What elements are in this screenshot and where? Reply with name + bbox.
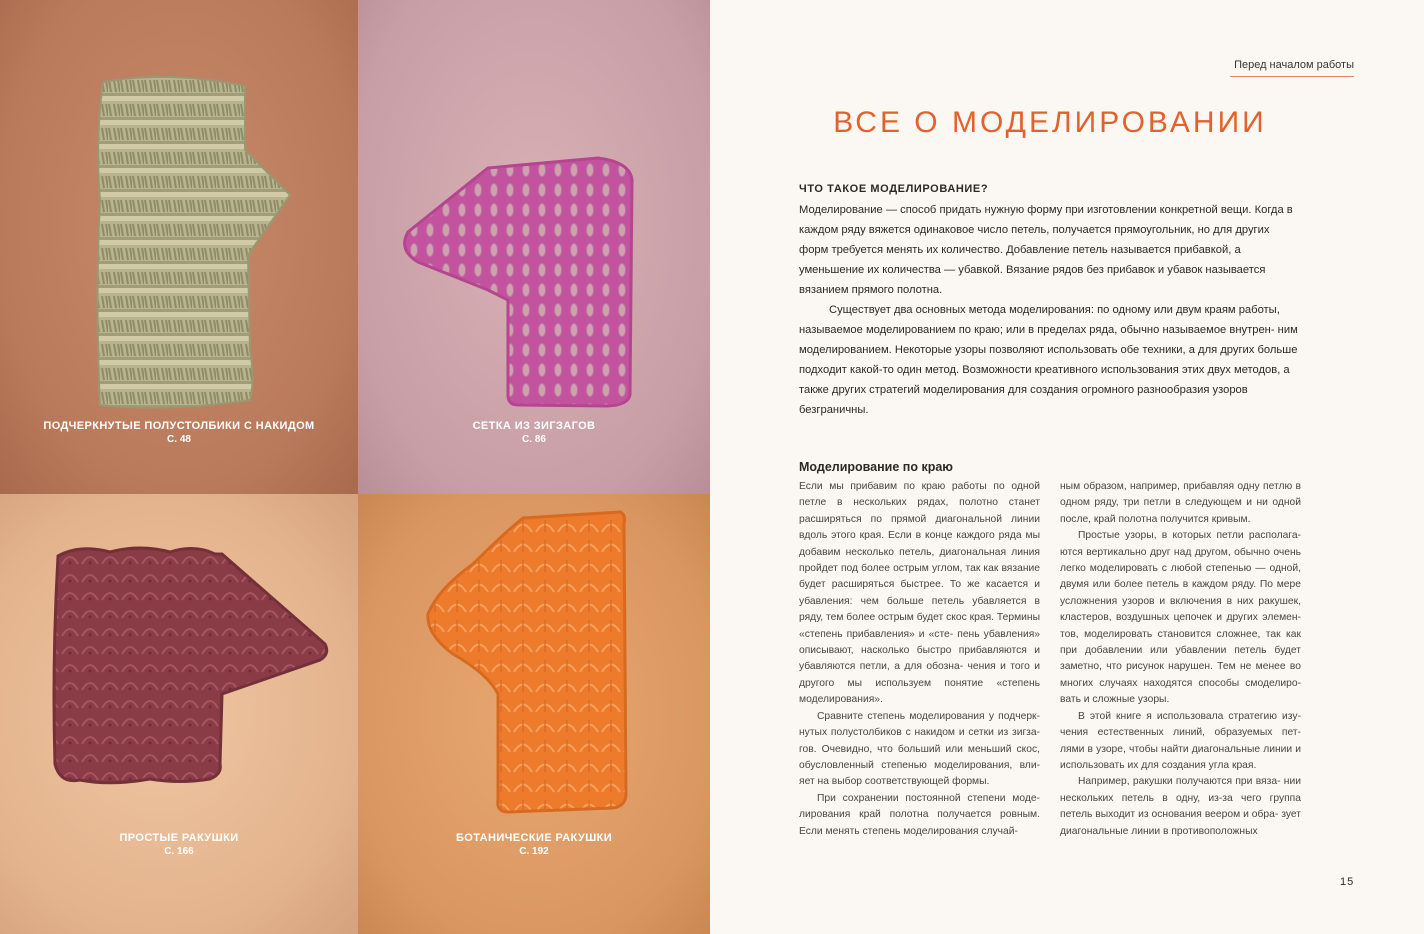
intro-text xyxy=(799,200,1299,420)
caption-title: СЕТКА ИЗ ЗИГЗАГОВ xyxy=(472,420,596,432)
caption-page: С. 86 xyxy=(522,434,546,445)
photo-underlined-hdc xyxy=(0,0,358,494)
photo-botanical-shells xyxy=(358,494,710,934)
photo-zigzag-mesh xyxy=(358,0,710,494)
body-paragraph: Сравните степень моделирования у подчерк- нутых полустолбиков с накидом и сетки из зигза- гов. Очевидно, что больший или меньший скос, обусловленный степенью моделирования, вли- яет на выбор соответствующей формы. xyxy=(799,710,1040,788)
body-paragraph: ным образом, например, прибавляя одну петлю в одном ряду, три петли в следующем и ни одной после, край полотна получится кривым. xyxy=(1060,481,1301,525)
caption-zigzag-mesh xyxy=(358,420,710,445)
intro-paragraph: Моделирование — способ придать нужную форму при изготовлении конкретной вещи. Когда в каждом ряду вяжется одинаковое число петель, получается прямоугольник, но для других форм требуется менять их количество. Добавление петель называется прибавкой, а уменьшение их количества — убавкой. Вязание рядов без прибавок и убавок называется вязанием прямого полотна. xyxy=(799,204,1293,296)
header-rule xyxy=(1230,76,1354,77)
caption-botanical-shells xyxy=(358,832,710,857)
question-heading: ЧТО ТАКОЕ МОДЕЛИРОВАНИЕ? xyxy=(799,183,989,195)
photo-page xyxy=(0,0,710,934)
text-column-left xyxy=(799,479,1040,840)
caption-underlined-hdc xyxy=(0,420,358,445)
text-page xyxy=(710,0,1424,934)
running-header: Перед началом работы xyxy=(1234,59,1354,71)
swatch-plum-image xyxy=(0,494,358,934)
caption-title: БОТАНИЧЕСКИЕ РАКУШКИ xyxy=(455,832,613,844)
swatch-orange-image xyxy=(358,494,710,934)
body-paragraph: Простые узоры, в которых петли располага- ются вертикально друг над другом, обычно очень легко моделировать с любой степенью — одной, двумя или более петель в каждом ряду. По мере усложнения узоров и включения в них ракушек, кластеров, воздушных цепочек и других элемен- тов, моделировать становится сложнее, так как при добавлении или убавлении петель будет заметно, что рисунок нарушен. Тем не менее во многих случаях находятся способы смоделиро- вать и сложные узоры. xyxy=(1060,530,1301,706)
body-paragraph: Например, ракушки получаются при вяза- нии нескольких петель в одну, из-за чего группа петель выходит из основания веером и обра- зует диагональные линии в противоположных xyxy=(1060,776,1301,837)
body-paragraph: В этой книге я использовала стратегию изу- чения естественных линий, образуемых пет- лями в узоре, чтобы найти диагональные линии и использовать их для создания угла края. xyxy=(1060,710,1301,771)
page-title: ВСЕ О МОДЕЛИРОВАНИИ xyxy=(833,106,1267,140)
subsection-heading: Моделирование по краю xyxy=(799,460,953,474)
caption-page: С. 48 xyxy=(167,434,191,445)
intro-paragraph: Существует два основных метода моделирования: по одному или двум краям работы, называемое моделированием по краю; или в пределах ряда, обычно называемое внутрен- ним моделированием. Некоторые узоры позволяют использовать обе техники, а для других больше подходит какой-то один метод. Возможности креативного использования этих двух методов, а также других стратегий моделирования для создания огромного разнообразия узоров безграничны. xyxy=(799,304,1298,416)
text-column-right xyxy=(1060,479,1301,840)
caption-title: ПРОСТЫЕ РАКУШКИ xyxy=(119,832,239,844)
body-paragraph: Если мы прибавим по краю работы по одной петле в нескольких рядах, полотно станет расширяться по прямой диагональной линии вдоль этого края. Если в конце каждого ряда мы добавим несколько петель, диагональная линия пройдет под более острым углом, так как вязание будет расширяться быстрее. То же касается и убавления: чем больше петель убавляется в ряду, тем более острым будет скос края. Термины «степень прибавления» и «сте- пень убавления» описывают, насколько быстро прибавляются и убавляются петли, а для обозна- чения и того и другого мы используем понятие «степень моделирования». xyxy=(799,481,1040,706)
caption-page: С. 166 xyxy=(164,846,194,857)
caption-simple-shells xyxy=(0,832,358,857)
page-number: 15 xyxy=(1340,876,1355,888)
caption-page: С. 192 xyxy=(519,846,549,857)
photo-simple-shells xyxy=(0,494,358,934)
caption-title: ПОДЧЕРКНУТЫЕ ПОЛУСТОЛБИКИ С НАКИДОМ xyxy=(43,420,315,432)
body-paragraph: При сохранении постоянной степени моде- лирования край полотна получается ровным. Если менять степень моделирования случай- xyxy=(799,792,1040,837)
